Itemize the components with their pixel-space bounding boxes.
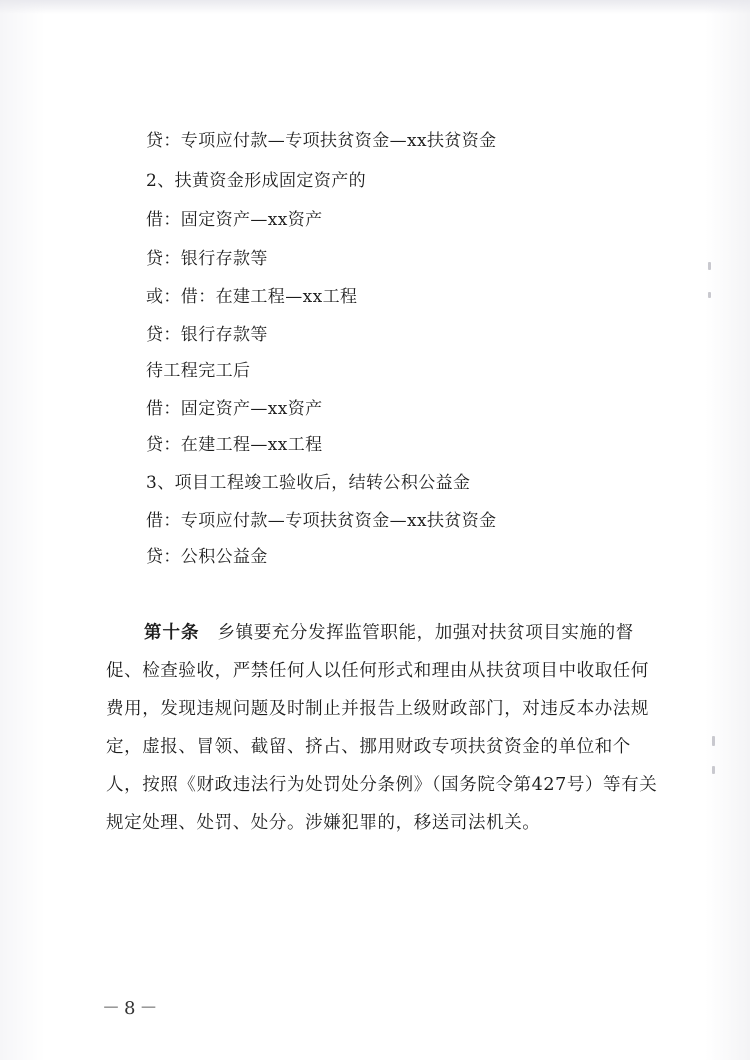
page-number: －8－ xyxy=(102,998,162,1019)
entry-line: 借：固定资产—xx资产 xyxy=(146,399,323,419)
article-paragraph xyxy=(106,614,666,842)
entry-line: 2、扶黄资金形成固定资产的 xyxy=(146,171,367,191)
entry-line: 贷：专项应付款—专项扶贫资金—xx扶贫资金 xyxy=(146,131,497,151)
binding-mark xyxy=(712,766,715,774)
entry-line: 贷：银行存款等 xyxy=(146,249,268,269)
binding-mark xyxy=(712,736,715,746)
entry-line: 借：专项应付款—专项扶贫资金—xx扶贫资金 xyxy=(146,511,497,531)
entry-line: 借：固定资产—xx资产 xyxy=(146,210,323,230)
entry-line: 贷：在建工程—xx工程 xyxy=(146,435,323,455)
entry-line: 或：借：在建工程—xx工程 xyxy=(146,287,358,307)
entry-line: 贷：公积公益金 xyxy=(146,547,268,567)
binding-mark xyxy=(708,262,711,270)
article-heading: 第十条 xyxy=(144,623,200,643)
page-top-edge xyxy=(0,0,750,14)
binding-mark xyxy=(708,292,711,298)
entry-line: 待工程完工后 xyxy=(146,361,251,381)
article-text: 乡镇要充分发挥监管职能，加强对扶贫项目实施的督促、检查验收，严禁任何人以任何形式和理由从扶贫项目中收取任何费用，发现违规问题及时制止并报告上级财政部门，对违反本办法规定，虚报、冒领、截留、挤占、挪用财政专项扶贫资金的单位和个人，按照《财政违法行为处罚处分条例》（国务院令第427号）等有关规定处理、处罚、处分。涉嫌犯罪的，移送司法机关。 xyxy=(106,623,658,833)
entry-line: 3、项目工程竣工验收后，结转公积公益金 xyxy=(146,473,471,493)
entry-line: 贷：银行存款等 xyxy=(146,325,268,345)
